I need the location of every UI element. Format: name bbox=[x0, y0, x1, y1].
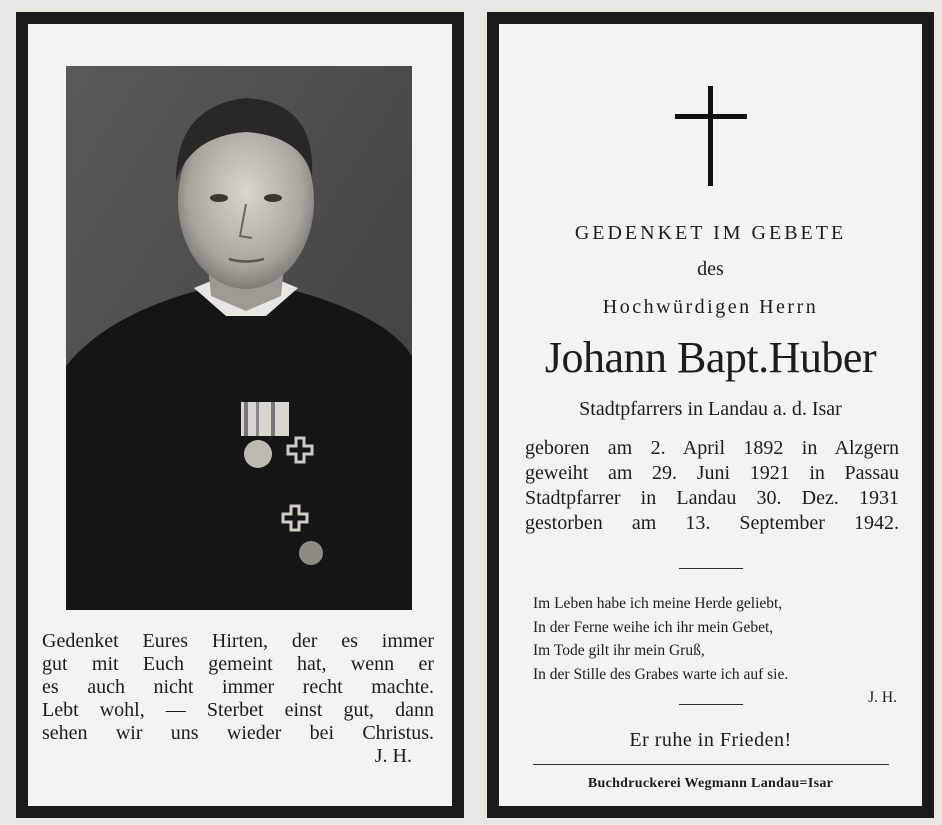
des-text: des bbox=[697, 258, 724, 280]
poem-line: In der Ferne weihe ich ihr mein Gebet, bbox=[533, 618, 774, 636]
cross-icon bbox=[675, 86, 747, 186]
left-text-line: sehen wir uns wieder bei Christus. bbox=[42, 722, 434, 744]
memorial-card-left bbox=[16, 12, 464, 818]
left-card-text bbox=[42, 630, 434, 768]
life-dates bbox=[525, 436, 899, 536]
rest-in-peace: Er ruhe in Frieden! bbox=[629, 729, 792, 751]
deceased-title: Stadtpfarrers in Landau a. d. Isar bbox=[579, 398, 842, 420]
poem bbox=[533, 592, 899, 710]
heading: GEDENKET IM GEBETE bbox=[574, 222, 847, 244]
left-signature: J. H. bbox=[374, 745, 412, 767]
left-text-line: Lebt wohl, — Sterbet einst gut, dann bbox=[42, 699, 434, 721]
honorific: Hochwürdigen Herrn bbox=[602, 296, 819, 318]
deceased-name: Johann Bapt.Huber bbox=[544, 333, 877, 382]
poem-line: In der Stille des Grabes warte ich auf sie. bbox=[533, 665, 789, 683]
portrait-photo bbox=[66, 66, 412, 610]
date-line: geweiht am 29. Juni 1921 in Passau bbox=[525, 462, 899, 484]
left-text-line: Gedenket Eures Hirten, der es immer bbox=[42, 630, 434, 652]
memorial-card-right bbox=[487, 12, 934, 818]
left-text-line: gut mit Euch gemeint hat, wenn er bbox=[42, 653, 434, 675]
divider bbox=[679, 704, 743, 705]
poem-signature: J. H. bbox=[868, 689, 897, 706]
date-line: geboren am 2. April 1892 in Alzgern bbox=[525, 437, 899, 459]
divider bbox=[679, 568, 743, 569]
poem-line: Im Tode gilt ihr mein Gruß, bbox=[533, 642, 705, 659]
poem-line: Im Leben habe ich meine Herde geliebt, bbox=[533, 595, 783, 612]
left-text-line: es auch nicht immer recht machte. bbox=[42, 676, 434, 698]
divider bbox=[533, 764, 889, 765]
printer-imprint: Buchdruckerei Wegmann Landau=Isar bbox=[587, 776, 834, 791]
date-line: gestorben am 13. September 1942. bbox=[525, 512, 899, 534]
date-line: Stadtpfarrer in Landau 30. Dez. 1931 bbox=[525, 487, 899, 509]
